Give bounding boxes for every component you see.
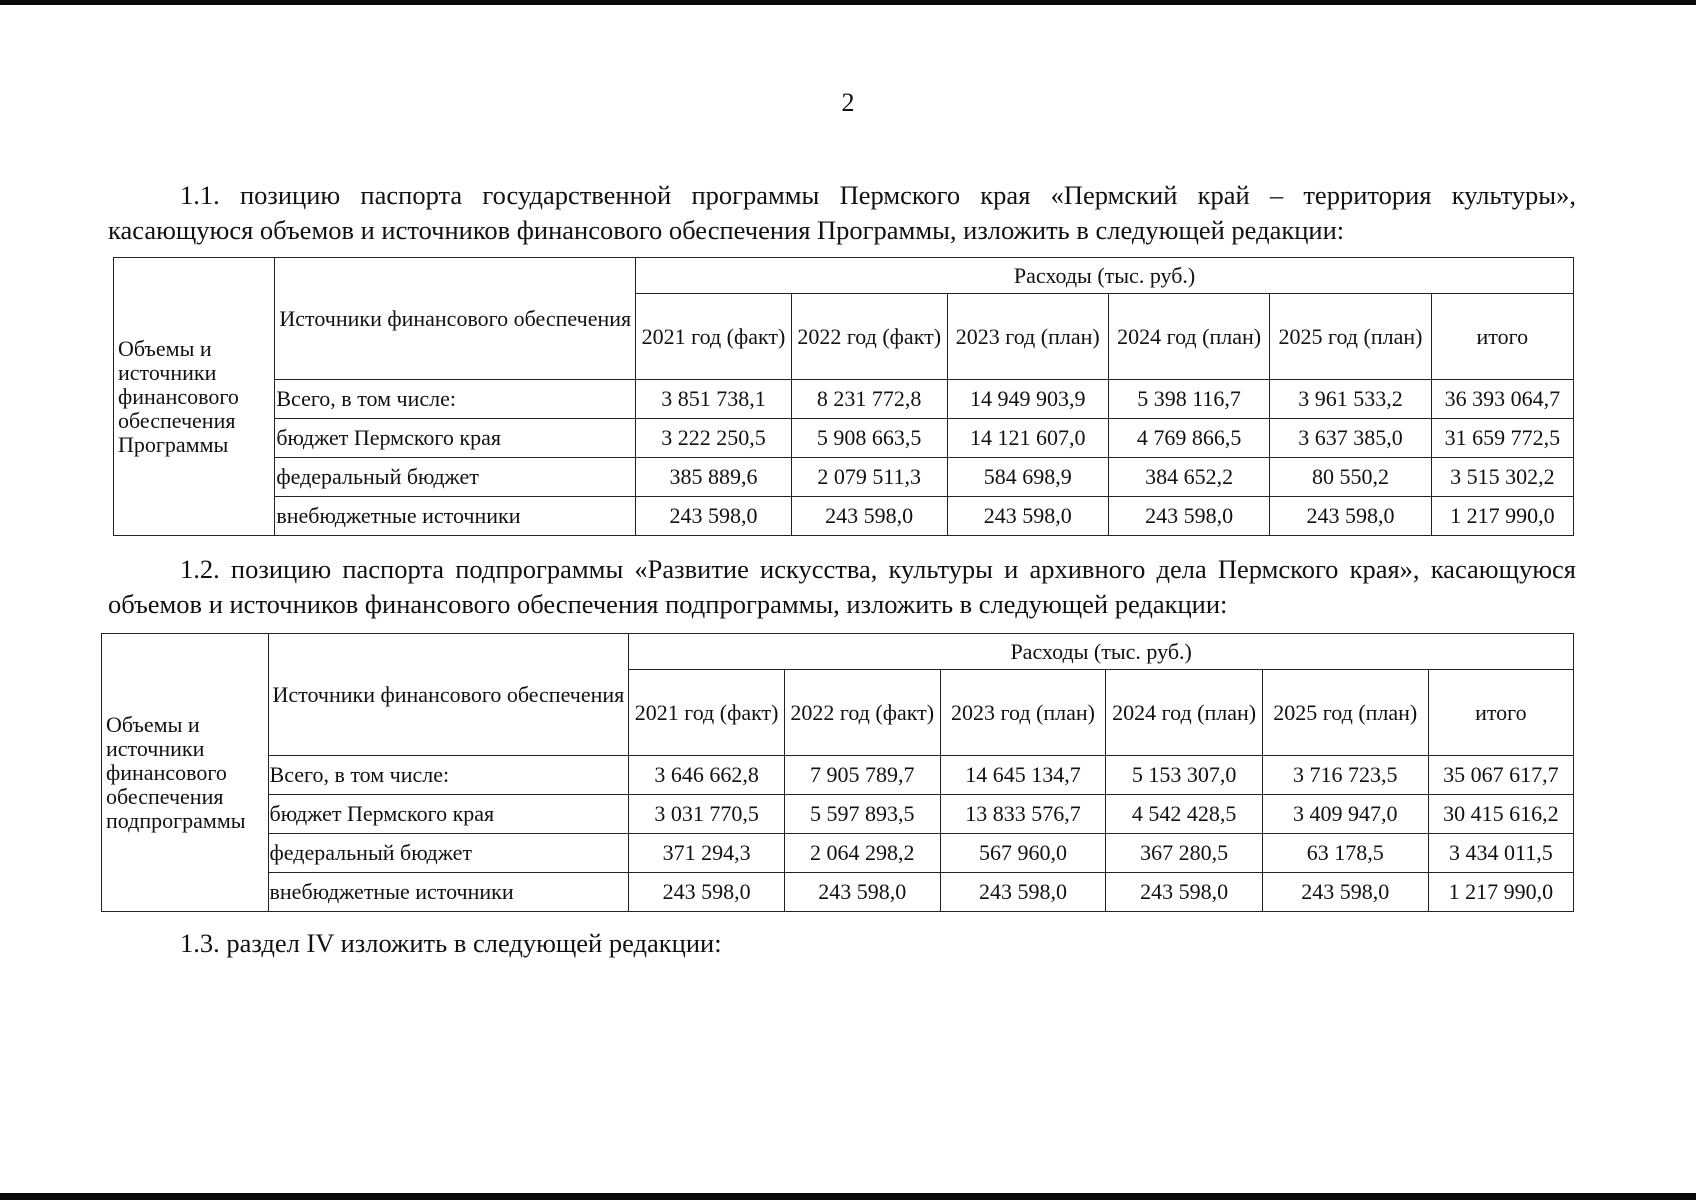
value-cell: 3 646 662,8	[629, 756, 785, 795]
value-cell: 14 121 607,0	[947, 419, 1108, 458]
value-cell: 14 645 134,7	[940, 756, 1106, 795]
value-cell: 367 280,5	[1106, 834, 1262, 873]
scan-border-bottom	[0, 1193, 1696, 1200]
table-row	[114, 458, 1574, 497]
source-cell: бюджет Пермского края	[268, 795, 629, 834]
value-cell: 8 231 772,8	[791, 380, 947, 419]
total-cell: 36 393 064,7	[1431, 380, 1573, 419]
column-header: 2023 год (план)	[940, 670, 1106, 756]
column-header: 2022 год (факт)	[784, 670, 940, 756]
paragraph-1-1: 1.1. позицию паспорта государственной программы Пермского края «Пермский край – территория культуры», касающуюся объемов и источников финансового обеспечения Программы, изложить в следующей редакции:	[108, 180, 1576, 245]
row-label-cell	[114, 258, 275, 536]
value-cell: 3 637 385,0	[1270, 419, 1431, 458]
value-cell: 2 064 298,2	[784, 834, 940, 873]
source-cell: внебюджетные источники	[268, 873, 629, 912]
table-row	[102, 795, 1574, 834]
table-row	[114, 497, 1574, 536]
column-header: 2022 год (факт)	[791, 294, 947, 380]
value-cell: 4 542 428,5	[1106, 795, 1262, 834]
value-cell: 584 698,9	[947, 458, 1108, 497]
value-cell: 3 961 533,2	[1270, 380, 1431, 419]
total-cell: 3 434 011,5	[1428, 834, 1573, 873]
sources-header: Источники финансового обеспечения	[275, 258, 636, 380]
sources-header: Источники финансового обеспечения	[268, 634, 629, 756]
row-label-cell	[102, 634, 269, 912]
value-cell: 243 598,0	[636, 497, 792, 536]
value-cell: 243 598,0	[1270, 497, 1431, 536]
value-cell: 243 598,0	[1262, 873, 1428, 912]
value-cell: 63 178,5	[1262, 834, 1428, 873]
value-cell: 243 598,0	[791, 497, 947, 536]
value-cell: 5 153 307,0	[1106, 756, 1262, 795]
value-cell: 80 550,2	[1270, 458, 1431, 497]
column-header: 2021 год (факт)	[629, 670, 785, 756]
value-cell: 243 598,0	[947, 497, 1108, 536]
paragraph-1-3: 1.3. раздел IV изложить в следующей редакции:	[180, 928, 722, 958]
value-cell: 3 716 723,5	[1262, 756, 1428, 795]
row-label: Объемы и источники финансового обеспечения Программы	[118, 335, 239, 457]
financing-table-subprogram	[101, 633, 1574, 912]
expenses-header: Расходы (тыс. руб.)	[629, 634, 1574, 670]
column-header: 2025 год (план)	[1270, 294, 1431, 380]
value-cell: 4 769 866,5	[1108, 419, 1269, 458]
value-cell: 2 079 511,3	[791, 458, 947, 497]
value-cell: 385 889,6	[636, 458, 792, 497]
value-cell: 243 598,0	[784, 873, 940, 912]
value-cell: 13 833 576,7	[940, 795, 1106, 834]
table-row	[114, 380, 1574, 419]
value-cell: 5 908 663,5	[791, 419, 947, 458]
table-row	[102, 756, 1574, 795]
source-cell: федеральный бюджет	[275, 458, 636, 497]
source-cell: бюджет Пермского края	[275, 419, 636, 458]
value-cell: 5 597 893,5	[784, 795, 940, 834]
value-cell: 243 598,0	[1106, 873, 1262, 912]
value-cell: 3 031 770,5	[629, 795, 785, 834]
value-cell: 14 949 903,9	[947, 380, 1108, 419]
value-cell: 7 905 789,7	[784, 756, 940, 795]
value-cell: 371 294,3	[629, 834, 785, 873]
source-cell: федеральный бюджет	[268, 834, 629, 873]
source-cell: Всего, в том числе:	[268, 756, 629, 795]
value-cell: 243 598,0	[629, 873, 785, 912]
paragraph-1-2: 1.2. позицию паспорта подпрограммы «Развитие искусства, культуры и архивного дела Пермского края», касающуюся объемов и источников финансового обеспечения подпрограммы, изложить в следующей редакции:	[108, 554, 1576, 619]
value-cell: 3 409 947,0	[1262, 795, 1428, 834]
column-header: 2025 год (план)	[1262, 670, 1428, 756]
column-header: 2024 год (план)	[1108, 294, 1269, 380]
financing-table-program	[113, 257, 1574, 536]
column-header: итого	[1428, 670, 1573, 756]
page-number: 2	[841, 88, 855, 117]
total-cell: 1 217 990,0	[1428, 873, 1573, 912]
source-cell: Всего, в том числе:	[275, 380, 636, 419]
total-cell: 31 659 772,5	[1431, 419, 1573, 458]
scan-border-top	[0, 0, 1696, 5]
value-cell: 5 398 116,7	[1108, 380, 1269, 419]
table-row	[102, 873, 1574, 912]
column-header: 2024 год (план)	[1106, 670, 1262, 756]
total-cell: 3 515 302,2	[1431, 458, 1573, 497]
column-header: 2021 год (факт)	[636, 294, 792, 380]
expenses-header: Расходы (тыс. руб.)	[636, 258, 1574, 294]
value-cell: 3 851 738,1	[636, 380, 792, 419]
value-cell: 243 598,0	[1108, 497, 1269, 536]
column-header: итого	[1431, 294, 1573, 380]
value-cell: 384 652,2	[1108, 458, 1269, 497]
value-cell: 243 598,0	[940, 873, 1106, 912]
table-row	[114, 419, 1574, 458]
total-cell: 30 415 616,2	[1428, 795, 1573, 834]
total-cell: 1 217 990,0	[1431, 497, 1573, 536]
table-row	[102, 834, 1574, 873]
value-cell: 567 960,0	[940, 834, 1106, 873]
value-cell: 3 222 250,5	[636, 419, 792, 458]
source-cell: внебюджетные источники	[275, 497, 636, 536]
total-cell: 35 067 617,7	[1428, 756, 1573, 795]
row-label: Объемы и источники финансового обеспечения подпрограммы	[106, 711, 246, 833]
column-header: 2023 год (план)	[947, 294, 1108, 380]
